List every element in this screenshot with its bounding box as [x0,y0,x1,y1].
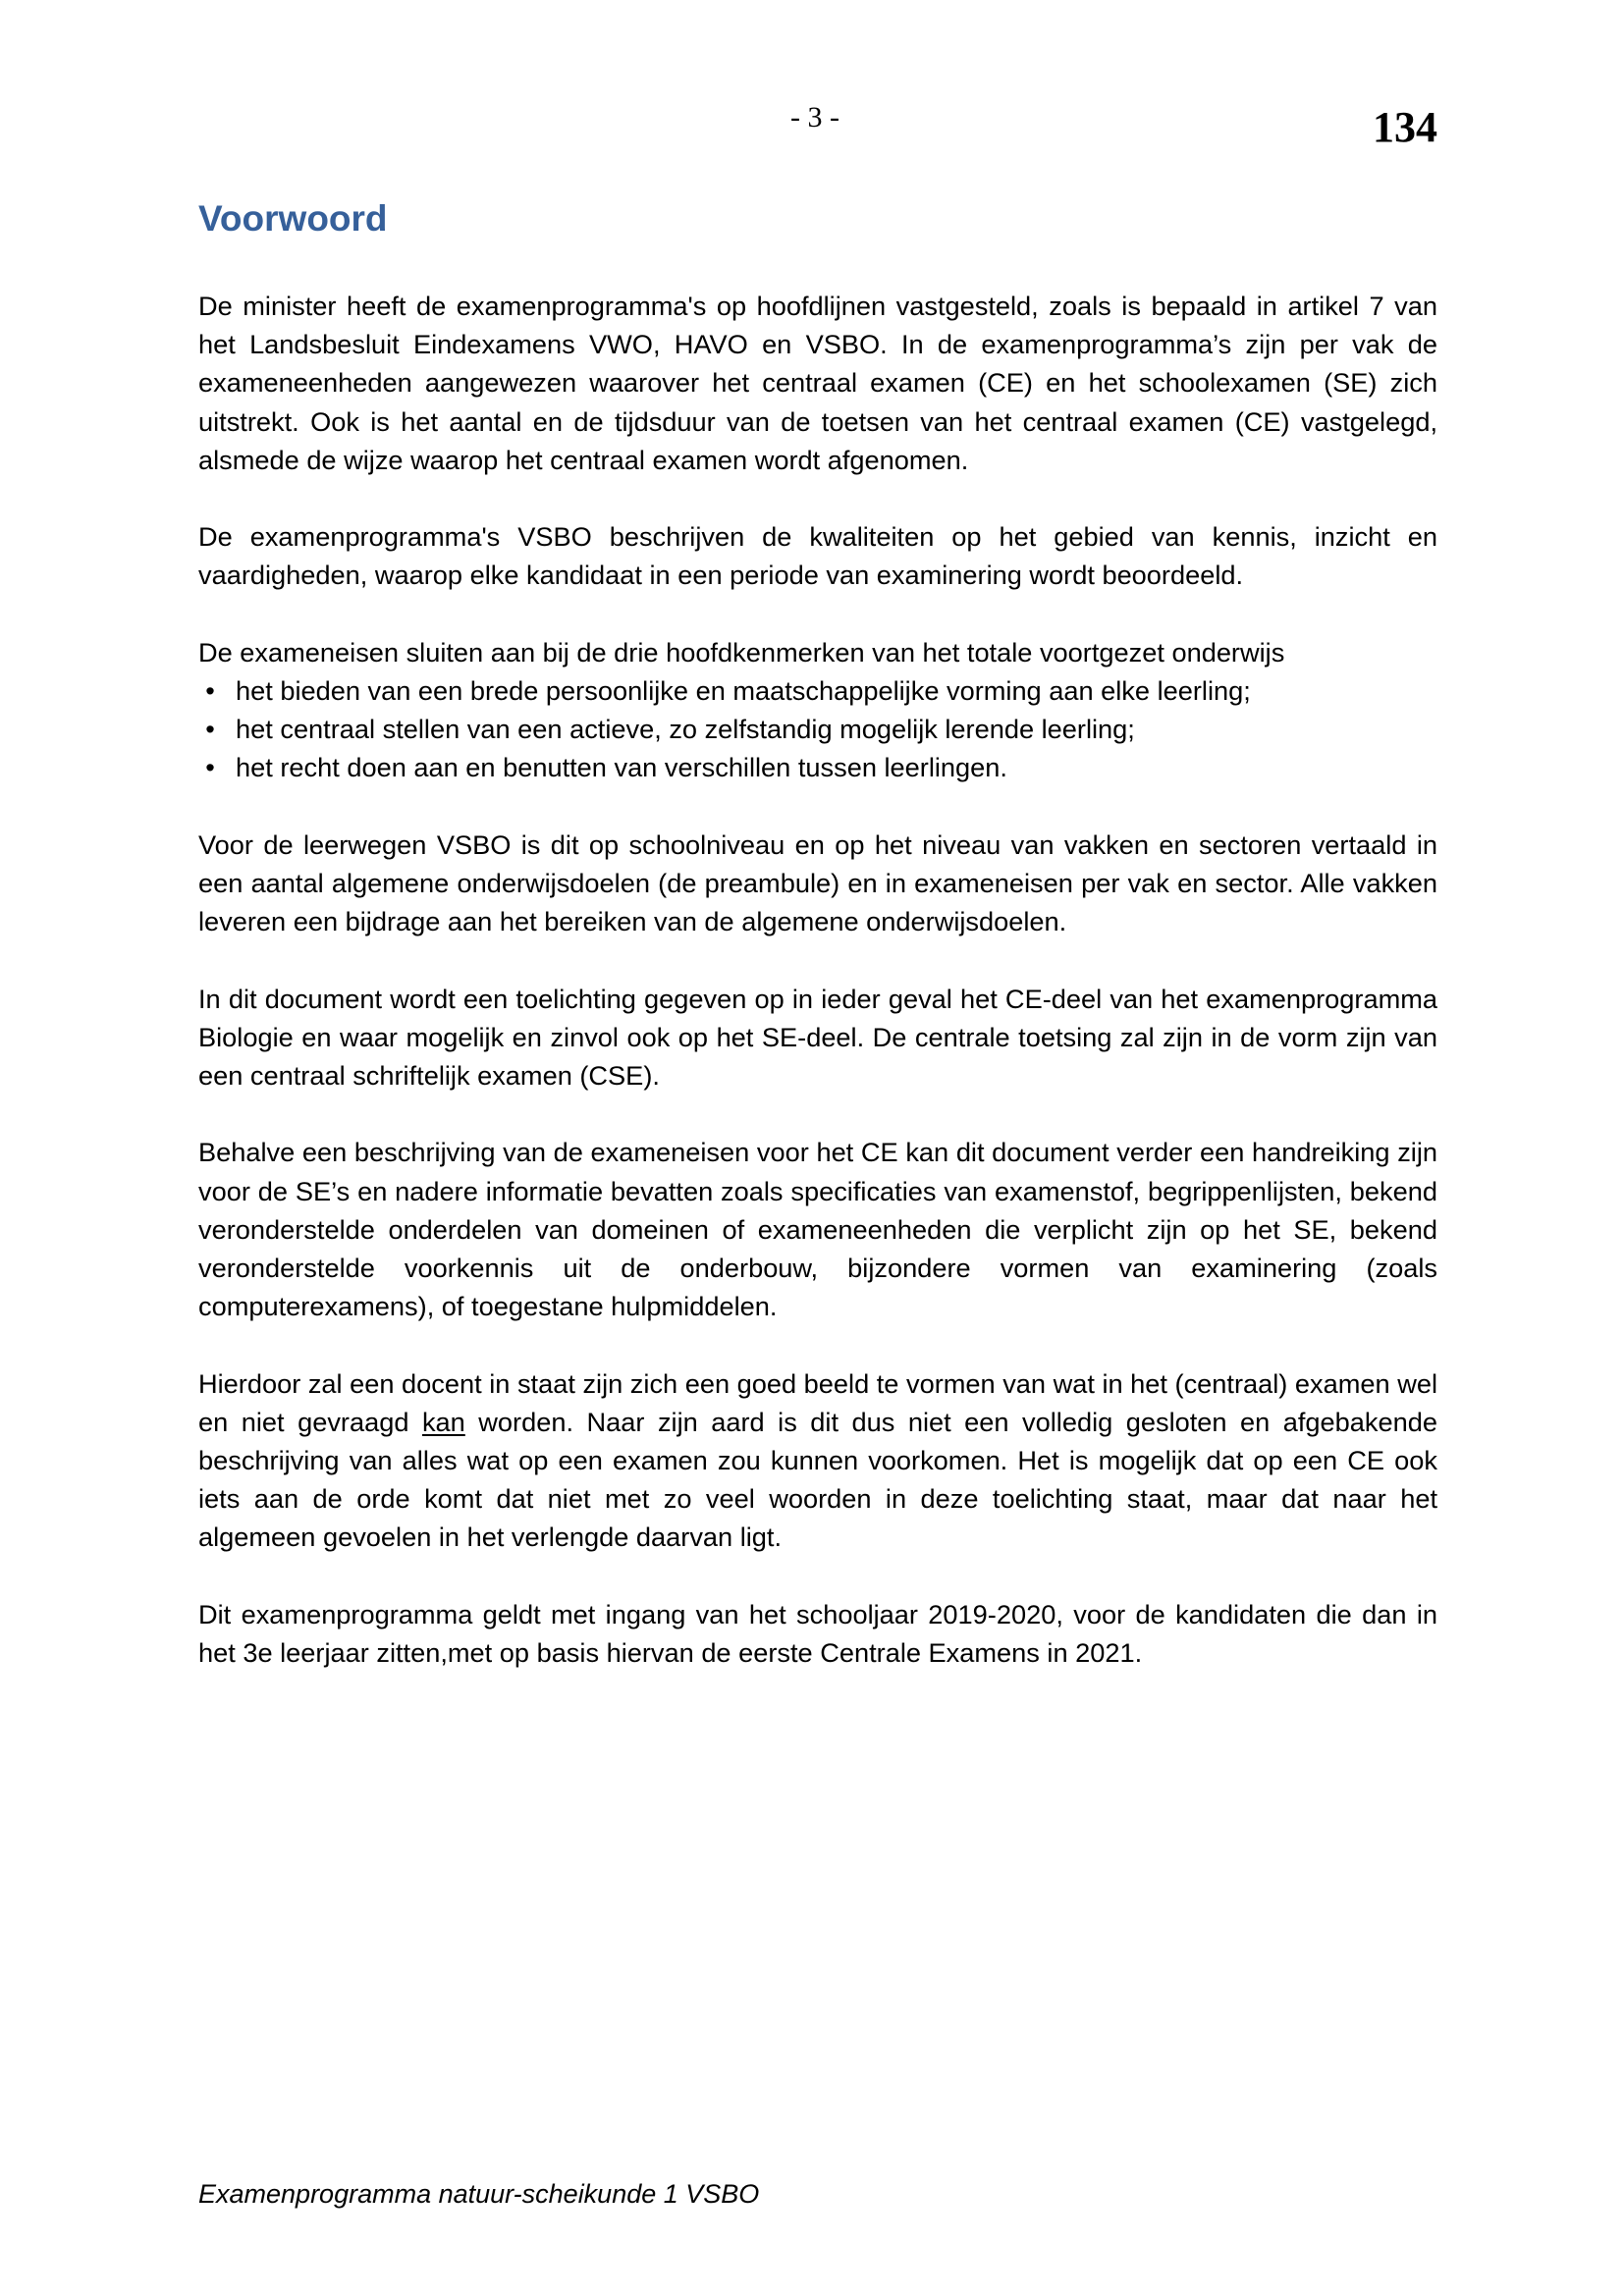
page-title: Voorwoord [198,198,388,239]
list-item [198,710,1437,748]
list-item-text: het recht doen aan en benutten van verschillen tussen leerlingen. [236,752,1007,783]
paragraph-toelichting: In dit document wordt een toelichting gegeven op in ieder geval het CE-deel van het examenprogramma Biologie en waar mogelijk en zinvol ook op het SE-deel. De centrale toetsing zal zijn in de vorm zijn van een centraal schriftelijk examen (CSE). [198,983,1437,1091]
paragraph-hoofdkenmerken-intro: De exameneisen sluiten aan bij de drie hoofdkenmerken van het totale voortgezet onderwijs [198,636,1285,667]
paragraph-beschrijving-exameneisen: Behalve een beschrijving van de exameneisen voor het CE kan dit document verder een handreiking zijn voor de SE’s en nadere informatie bevatten zoals specificaties van examenstof, begrippenlijsten, bekend veronderstelde onderdelen van domeinen of exameneenheden die verplicht zijn op het SE, bekend veronderstelde voorkennis uit de onderbouw, bijzondere vormen van examinering (zoals computerexamens), of toegestane hulpmiddelen. [198,1137,1437,1322]
page-footer: Examenprogramma natuur-scheikunde 1 VSBO [198,2179,760,2209]
bullet-icon: • [205,714,215,745]
bullet-icon: • [205,752,215,783]
list-item-text: het bieden van een brede persoonlijke en maatschappelijke vorming aan elke leerling; [236,675,1251,706]
hoofdkenmerken-list [198,671,1437,787]
document-number: 134 [1373,103,1437,151]
paragraph-kwaliteiten: De examenprogramma's VSBO beschrijven de kwaliteiten op het gebied van kennis, inzicht en vaardigheden, waarop elke kandidaat in een periode van examinering wordt beoordeeld. [198,521,1437,591]
list-item-text: het centraal stellen van een actieve, zo zelfstandig mogelijk lerende leerling; [236,714,1135,745]
paragraph-docent-beeld [198,1364,1437,1557]
paragraph-leerwegen: Voor de leerwegen VSBO is dit op schoolniveau en op het niveau van vakken en sectoren vertaald in een aantal algemene onderwijsdoelen (de preambule) en in exameneisen per vak en sector. Alle vakken leveren een bijdrage aan het bereiken van de algemene onderwijsdoelen. [198,828,1437,937]
document-body [198,287,1437,1710]
list-item [198,671,1437,710]
paragraph-examenprogramma-vastgesteld: De minister heeft de examenprogramma's op hoofdlijnen vastgesteld, zoals is bepaald in artikel 7 van het Landsbesluit Eindexamens VWO, HAVO en VSBO. In de examenprogramma’s zijn per vak de exameneenheden aangewezen waarover het centraal examen (CE) en het schoolexamen (SE) zich uitstrekt. Ook is het aantal en de tijdsduur van de toetsen van het centraal examen (CE) vastgelegd, alsmede de wijze waarop het centraal examen wordt afgenomen. [198,291,1437,475]
paragraph-text: Hierdoor zal een docent in staat zijn zich een goed beeld te vormen van wat in het (centraal) examen wel en niet gevraagd [198,1367,1437,1437]
paragraph-text: worden. Naar zijn aard is dit dus niet een volledig gesloten en afgebakende beschrijving van alles wat op een examen zou kunnen voorkomen. Het is mogelijk dat op een CE ook iets aan de orde komt dat niet met zo veel woorden in deze toelichting staat, maar dat naar het algemeen gevoelen in het verlengde daarvan ligt. [198,1406,1437,1553]
page-number: - 3 - [790,101,839,133]
underlined-word: kan [421,1406,465,1437]
list-item [198,748,1437,786]
paragraph-ingangsdatum: Dit examenprogramma geldt met ingang van het schooljaar 2019-2020, voor de kandidaten die dan in het 3e leerjaar zitten,met op basis hiervan de eerste Centrale Examens in 2021. [198,1598,1437,1668]
bullet-icon: • [205,675,215,706]
